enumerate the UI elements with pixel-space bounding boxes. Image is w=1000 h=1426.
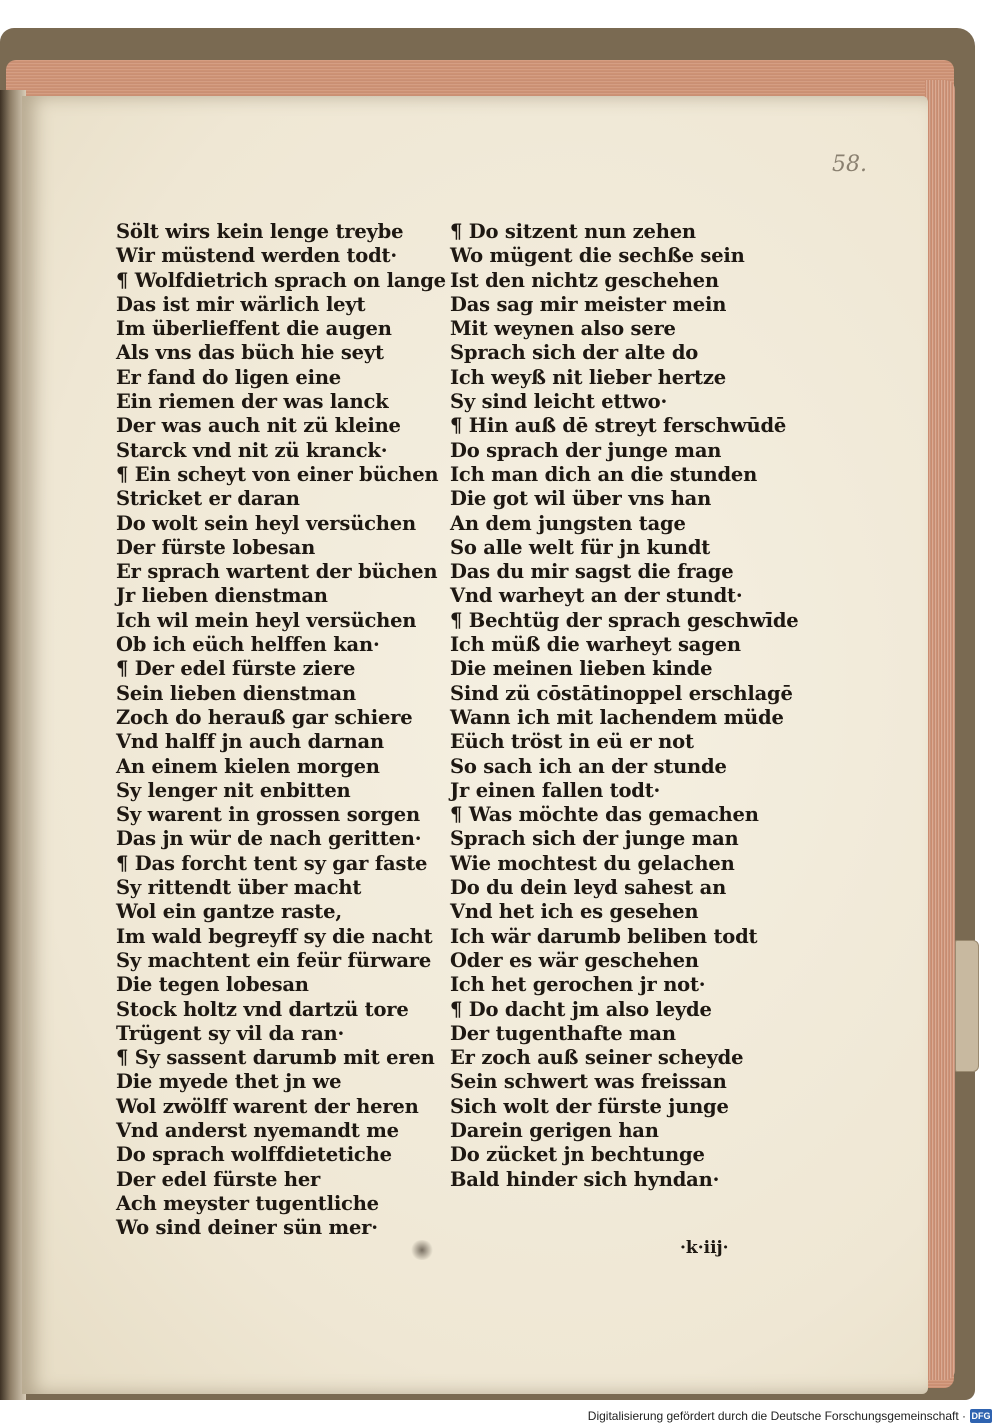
- text-line: Jr lieben dienstman: [116, 584, 328, 608]
- text-line: Wo mügent die sechße sein: [450, 244, 745, 268]
- text-line: Das jn wür de nach geritten·: [116, 827, 422, 851]
- text-line: Im wald begreyff sy die nacht: [116, 924, 433, 948]
- text-line: Ich weyß nit lieber hertze: [450, 365, 726, 389]
- text-line: Sy lenger nit enbitten: [116, 778, 351, 802]
- text-line: ¶ Was möchte das gemachen: [450, 803, 759, 827]
- text-line: Er fand do ligen eine: [116, 365, 342, 389]
- text-line: Sy sind leicht ettwo·: [450, 390, 668, 414]
- text-line: ¶ Bechtüg der sprach geschwīde: [450, 608, 799, 632]
- text-column-left: [116, 220, 446, 1240]
- text-line: Vnd warheyt an der stundt·: [450, 584, 743, 608]
- text-line: Die meinen lieben kinde: [450, 657, 713, 681]
- text-line: Wir müstend werden todt·: [116, 244, 397, 268]
- text-line: ¶ Ein scheyt von einer büchen: [116, 462, 439, 486]
- text-line: Sprach sich der alte do: [450, 341, 699, 365]
- text-line: Vnd anderst nyemandt me: [116, 1118, 399, 1142]
- text-line: Jr einen fallen todt·: [450, 778, 661, 802]
- text-line: Das ist mir wärlich leyt: [116, 292, 366, 316]
- text-line: Der tugenthafte man: [450, 1021, 676, 1045]
- text-line: ¶ Wolfdietrich sprach on lange: [116, 268, 446, 292]
- text-line: Die got wil über vns han: [450, 487, 712, 511]
- text-line: Vnd halff jn auch darnan: [116, 730, 384, 754]
- text-line: Bald hinder sich hyndan·: [450, 1167, 720, 1191]
- text-line: Ich man dich an die stunden: [450, 462, 758, 486]
- text-line: An einem kielen morgen: [116, 754, 380, 778]
- text-line: Do wolt sein heyl versüchen: [116, 511, 416, 535]
- text-line: Der was auch nit zü kleine: [116, 414, 401, 438]
- dfg-logo-icon: DFG: [971, 1411, 991, 1421]
- text-line: Das du mir sagst die frage: [450, 560, 734, 584]
- text-line: Sprach sich der junge man: [450, 827, 739, 851]
- text-line: Ein riemen der was lanck: [116, 390, 389, 414]
- text-line: Zoch do herauß gar schiere: [116, 705, 413, 729]
- text-line: Ob ich eüch helffen kan·: [116, 633, 380, 657]
- text-line: Sölt wirs kein lenge treybe: [116, 220, 404, 243]
- ink-smudge: [410, 1240, 434, 1260]
- text-line: Das sag mir meister mein: [450, 292, 727, 316]
- text-line: Oder es wär geschehen: [450, 948, 699, 972]
- text-line: Sich wolt der fürste junge: [450, 1094, 729, 1118]
- text-line: Starck vnd nit zü kranck·: [116, 438, 388, 462]
- text-line: So alle welt für jn kundt: [450, 535, 711, 559]
- text-line: Do zücket jn bechtunge: [450, 1143, 705, 1167]
- text-line: ¶ Do dacht jm also leyde: [450, 997, 712, 1021]
- text-line: Sy warent in grossen sorgen: [116, 803, 420, 827]
- text-line: Sein lieben dienstman: [116, 681, 356, 705]
- text-line: Der fürste lobesan: [116, 535, 316, 559]
- text-line: Sy machtent ein feür fürware: [116, 948, 432, 972]
- text-line: So sach ich an der stunde: [450, 754, 727, 778]
- page-edges-right: [925, 80, 955, 1380]
- text-line: ¶ Der edel fürste ziere: [116, 657, 356, 681]
- funding-credit: Digitalisierung gefördert durch die Deutsche Forschungsgemeinschaft ·: [587, 1409, 966, 1423]
- text-line: Wo sind deiner sün mer·: [116, 1216, 378, 1240]
- text-line: Die myede thet jn we: [116, 1070, 342, 1094]
- text-line: Ich müß die warheyt sagen: [450, 633, 741, 657]
- text-line: Trügent sy vil da ran·: [116, 1021, 345, 1045]
- text-line: ¶ Sy sassent darumb mit eren: [116, 1046, 435, 1070]
- text-line: Er sprach wartent der büchen: [116, 560, 438, 584]
- folio-number: 58.: [832, 152, 867, 177]
- text-line: Eüch tröst in eü er not: [450, 730, 694, 754]
- text-line: Do du dein leyd sahest an: [450, 876, 727, 900]
- text-line: Wie mochtest du gelachen: [450, 851, 735, 875]
- text-line: Ich wil mein heyl versüchen: [116, 608, 417, 632]
- text-line: Im überlieffent die augen: [116, 317, 392, 341]
- text-line: Stricket er daran: [116, 487, 300, 511]
- text-line: Er zoch auß seiner scheyde: [450, 1046, 744, 1070]
- text-line: An dem jungsten tage: [450, 511, 686, 535]
- text-line: Wol zwölff warent der heren: [116, 1094, 419, 1118]
- text-line: Die tegen lobesan: [116, 973, 309, 997]
- text-line: Do sprach wolffdietetiche: [116, 1143, 392, 1167]
- text-line: Ich wär darumb beliben todt: [450, 924, 758, 948]
- text-line: Ach meyster tugentliche: [116, 1191, 379, 1215]
- text-line: Ist den nichtz geschehen: [450, 268, 719, 292]
- text-line: Sind zü cōstātinoppel erschlagē: [450, 681, 793, 705]
- text-line: Vnd het ich es gesehen: [450, 900, 699, 924]
- paper-tab-marker: [955, 940, 979, 1072]
- text-line: ¶ Hin auß dē streyt ferschwūdē: [450, 414, 787, 438]
- text-line: Ich het gerochen jr not·: [450, 973, 706, 997]
- text-line: Stock holtz vnd dartzü tore: [116, 997, 409, 1021]
- text-line: Wann ich mit lachendem müde: [450, 705, 784, 729]
- text-line: Sy rittendt über macht: [116, 876, 362, 900]
- text-line: Do sprach der junge man: [450, 438, 722, 462]
- text-line: Mit weynen also sere: [450, 317, 676, 341]
- signature-mark: ·k·iij·: [680, 1238, 729, 1258]
- text-line: Sein schwert was freissan: [450, 1070, 727, 1094]
- text-line: ¶ Das forcht tent sy gar faste: [116, 851, 428, 875]
- text-line: Der edel fürste her: [116, 1167, 321, 1191]
- text-line: Als vns das büch hie seyt: [116, 341, 384, 365]
- text-column-right: [450, 220, 799, 1192]
- text-line: Darein gerigen han: [450, 1118, 659, 1142]
- text-line: ¶ Do sitzent nun zehen: [450, 220, 696, 243]
- text-line: Wol ein gantze raste,: [116, 900, 342, 924]
